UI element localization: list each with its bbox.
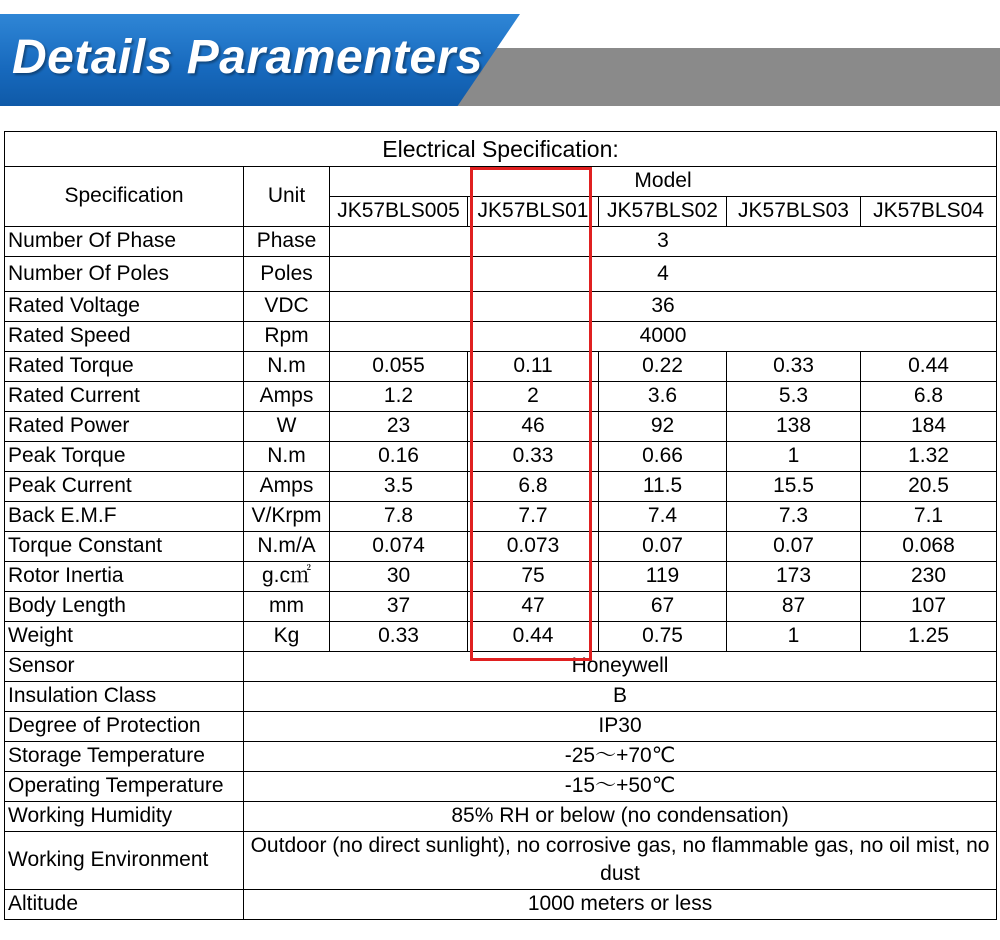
spec-name: Weight <box>5 622 244 652</box>
spec-value: 0.75 <box>599 622 727 652</box>
spec-name: Rotor Inertia <box>5 562 244 592</box>
spec-value: 230 <box>861 562 997 592</box>
spec-value: 6.8 <box>861 382 997 412</box>
table-row <box>5 352 997 382</box>
table-row <box>5 652 997 682</box>
spec-unit: V/Krpm <box>244 502 330 532</box>
spec-unit: N.m <box>244 442 330 472</box>
spec-value: 0.055 <box>330 352 468 382</box>
spec-name: Working Environment <box>5 832 244 890</box>
model-header: JK57BLS005 <box>330 197 468 227</box>
col-header-model: Model <box>330 167 997 197</box>
model-header: JK57BLS01 <box>468 197 599 227</box>
spec-value: 75 <box>468 562 599 592</box>
table-title: Electrical Specification: <box>5 132 997 167</box>
spec-value: 0.07 <box>599 532 727 562</box>
spec-name: Operating Temperature <box>5 772 244 802</box>
spec-name: Sensor <box>5 652 244 682</box>
spec-unit: N.m/A <box>244 532 330 562</box>
spec-value: 0.33 <box>727 352 861 382</box>
header-banner <box>0 0 1000 115</box>
spec-value: 5.3 <box>727 382 861 412</box>
table-row <box>5 832 997 890</box>
spec-unit: N.m <box>244 352 330 382</box>
table-row <box>5 292 997 322</box>
spec-value: 0.16 <box>330 442 468 472</box>
spec-value: 36 <box>330 292 997 322</box>
spec-value: 67 <box>599 592 727 622</box>
spec-value: 30 <box>330 562 468 592</box>
spec-value: 0.44 <box>468 622 599 652</box>
spec-name: Altitude <box>5 889 244 919</box>
spec-value: 6.8 <box>468 472 599 502</box>
col-header-unit: Unit <box>244 167 330 227</box>
spec-value: 0.44 <box>861 352 997 382</box>
spec-value: 7.7 <box>468 502 599 532</box>
table-row <box>5 889 997 919</box>
spec-value: 0.074 <box>330 532 468 562</box>
spec-value: 0.073 <box>468 532 599 562</box>
model-header: JK57BLS03 <box>727 197 861 227</box>
spec-value: -15～+50℃ <box>244 772 997 802</box>
spec-name: Body Length <box>5 592 244 622</box>
spec-value: -25～+70℃ <box>244 742 997 772</box>
spec-value: 1.25 <box>861 622 997 652</box>
spec-value: 47 <box>468 592 599 622</box>
table-row <box>5 592 997 622</box>
header-row <box>5 167 997 197</box>
spec-value: 0.33 <box>468 442 599 472</box>
table-row <box>5 322 997 352</box>
spec-unit: g.c㎡ <box>244 562 330 592</box>
table-row <box>5 382 997 412</box>
table-row <box>5 227 997 257</box>
spec-value: B <box>244 682 997 712</box>
spec-name: Insulation Class <box>5 682 244 712</box>
model-header: JK57BLS04 <box>861 197 997 227</box>
spec-value: 1.32 <box>861 442 997 472</box>
table-row <box>5 682 997 712</box>
table-row <box>5 257 997 292</box>
spec-value: 37 <box>330 592 468 622</box>
spec-value: 4 <box>330 257 997 292</box>
spec-value: 2 <box>468 382 599 412</box>
spec-unit: Kg <box>244 622 330 652</box>
spec-value: 7.8 <box>330 502 468 532</box>
spec-value: 23 <box>330 412 468 442</box>
spec-name: Degree of Protection <box>5 712 244 742</box>
spec-value: 1.2 <box>330 382 468 412</box>
spec-value: 1000 meters or less <box>244 889 997 919</box>
spec-value: 3.6 <box>599 382 727 412</box>
col-header-specification: Specification <box>5 167 244 227</box>
table-row <box>5 532 997 562</box>
spec-name: Torque Constant <box>5 532 244 562</box>
spec-name: Back E.M.F <box>5 502 244 532</box>
table-row <box>5 802 997 832</box>
spec-value: 3.5 <box>330 472 468 502</box>
spec-value: 0.11 <box>468 352 599 382</box>
spec-unit: Amps <box>244 382 330 412</box>
spec-value: 119 <box>599 562 727 592</box>
table-row <box>5 712 997 742</box>
spec-value: 1 <box>727 442 861 472</box>
table-row <box>5 772 997 802</box>
table-row <box>5 502 997 532</box>
spec-value: 7.4 <box>599 502 727 532</box>
spec-table <box>4 131 997 920</box>
spec-value: 15.5 <box>727 472 861 502</box>
table-row <box>5 412 997 442</box>
table-row <box>5 742 997 772</box>
spec-value: 138 <box>727 412 861 442</box>
spec-unit: Poles <box>244 257 330 292</box>
spec-value: 20.5 <box>861 472 997 502</box>
spec-name: Rated Power <box>5 412 244 442</box>
spec-unit: VDC <box>244 292 330 322</box>
table-title-row <box>5 132 997 167</box>
spec-name: Number Of Phase <box>5 227 244 257</box>
spec-name: Peak Current <box>5 472 244 502</box>
spec-value: 87 <box>727 592 861 622</box>
spec-value: Honeywell <box>244 652 997 682</box>
spec-value: 173 <box>727 562 861 592</box>
spec-name: Rated Speed <box>5 322 244 352</box>
spec-value: 4000 <box>330 322 997 352</box>
spec-unit: W <box>244 412 330 442</box>
spec-value: 107 <box>861 592 997 622</box>
spec-value: 92 <box>599 412 727 442</box>
page-title: Details Paramenters <box>12 31 484 84</box>
spec-value: 0.068 <box>861 532 997 562</box>
spec-value: 11.5 <box>599 472 727 502</box>
spec-value: 0.66 <box>599 442 727 472</box>
spec-value: Outdoor (no direct sunlight), no corrosive gas, no flammable gas, no oil mist, no dust <box>244 832 997 890</box>
spec-name: Storage Temperature <box>5 742 244 772</box>
spec-unit: Rpm <box>244 322 330 352</box>
spec-value: 184 <box>861 412 997 442</box>
model-header: JK57BLS02 <box>599 197 727 227</box>
spec-unit: mm <box>244 592 330 622</box>
spec-value: 0.22 <box>599 352 727 382</box>
table-row <box>5 622 997 652</box>
spec-name: Rated Current <box>5 382 244 412</box>
spec-unit: Amps <box>244 472 330 502</box>
table-row <box>5 442 997 472</box>
spec-name: Peak Torque <box>5 442 244 472</box>
spec-name: Number Of Poles <box>5 257 244 292</box>
spec-value: 46 <box>468 412 599 442</box>
spec-value: 0.07 <box>727 532 861 562</box>
spec-value: 3 <box>330 227 997 257</box>
spec-table-body <box>5 132 997 920</box>
spec-value: IP30 <box>244 712 997 742</box>
table-row <box>5 562 997 592</box>
spec-value: 7.3 <box>727 502 861 532</box>
spec-unit: Phase <box>244 227 330 257</box>
spec-value: 0.33 <box>330 622 468 652</box>
table-row <box>5 472 997 502</box>
spec-value: 85% RH or below (no condensation) <box>244 802 997 832</box>
spec-value: 1 <box>727 622 861 652</box>
spec-name: Rated Torque <box>5 352 244 382</box>
spec-name: Working Humidity <box>5 802 244 832</box>
spec-name: Rated Voltage <box>5 292 244 322</box>
spec-value: 7.1 <box>861 502 997 532</box>
